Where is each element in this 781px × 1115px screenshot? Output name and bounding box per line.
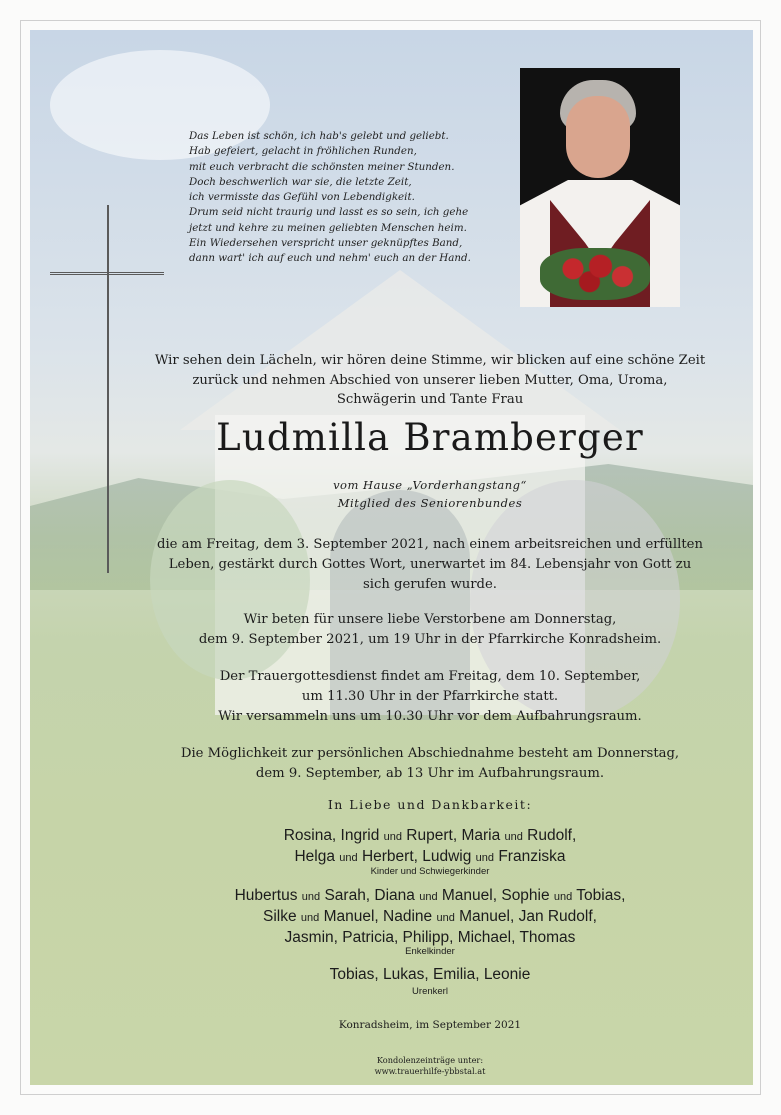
poem — [189, 129, 509, 267]
membership: Mitglied des Seniorenbundes — [337, 496, 523, 510]
farewell-line: dem 9. September, ab 13 Uhr im Aufbahrungsraum. — [255, 766, 605, 781]
grandchildren-line-3: Jasmin, Patricia, Philipp, Michael, Thomas — [284, 929, 576, 946]
poem-line: ich vermisste das Gefühl von Lebendigkeit. — [189, 191, 415, 204]
thanks-heading: In Liebe und Dankbarkeit: — [327, 797, 533, 812]
grandchildren-line-1: Hubertus und Sarah, Diana und Manuel, Sophie und Tobias, — [234, 887, 626, 904]
mass-notice — [130, 667, 730, 727]
poem-line: mit euch verbracht die schönsten meiner Stunden. — [189, 160, 455, 173]
poem-line: dann wart' ich auf euch und nehm' euch an der Hand. — [189, 252, 471, 265]
intro-line: zurück und nehmen Abschied von unserer lieben Mutter, Oma, Uroma, — [192, 372, 668, 388]
mass-line: Wir versammeln uns um 10.30 Uhr vor dem Aufbahrungsraum. — [218, 709, 642, 724]
prayer-notice — [130, 610, 730, 650]
grandchildren-line-2: Silke und Manuel, Nadine und Manuel, Jan Rudolf, — [263, 908, 597, 925]
deceased-name: Ludmilla Bramberger — [216, 416, 644, 459]
grandchildren-names — [130, 886, 730, 948]
grandchildren-relation: Enkelkinder — [405, 946, 455, 957]
death-line: die am Freitag, dem 3. September 2021, nach einem arbeitsreichen und erfüllten — [157, 537, 703, 552]
poem-line: Doch beschwerlich war sie, die letzte Zeit, — [189, 175, 412, 188]
intro-line: Wir sehen dein Lächeln, wir hören deine Stimme, wir blicken auf eine schöne Zeit — [154, 353, 706, 368]
place-date: Konradsheim, im September 2021 — [338, 1019, 522, 1031]
death-notice — [130, 535, 730, 595]
condolence-url[interactable]: www.trauerhilfe-ybbstal.at — [374, 1066, 486, 1076]
cross-icon-vertical — [107, 205, 109, 573]
farewell-line: Die Möglichkeit zur persönlichen Abschiednahme besteht am Donnerstag, — [180, 746, 680, 761]
poem-line: Das Leben ist schön, ich hab's gelebt und geliebt. — [189, 130, 449, 142]
death-line: Leben, gestärkt durch Gottes Wort, unerwartet im 84. Lebensjahr von Gott zu — [168, 557, 692, 572]
children-names — [130, 826, 730, 868]
children-line-1: Rosina, Ingrid und Rupert, Maria und Rudolf, — [283, 827, 577, 844]
great-grandchildren-relation: Urenkerl — [412, 986, 448, 997]
children-relation: Kinder und Schwiegerkinder — [370, 866, 490, 877]
intro-line: Schwägerin und Tante Frau — [336, 392, 524, 407]
prayer-line: Wir beten für unsere liebe Verstorbene am Donnerstag, — [243, 612, 617, 627]
house-name: vom Hause „Vorderhangstang“ — [333, 478, 527, 492]
poem-line: Drum seid nicht traurig und lasst es so sein, ich gehe — [189, 206, 469, 219]
prayer-line: dem 9. September 2021, um 19 Uhr in der Pfarrkirche Konradsheim. — [198, 632, 662, 647]
mass-line: Der Trauergottesdienst findet am Freitag, dem 10. September, — [219, 669, 641, 684]
condolence-label: Kondolenzeinträge unter: — [376, 1055, 484, 1065]
poem-line: Ein Wiedersehen verspricht unser geknüpftes Band, — [189, 237, 463, 250]
great-grandchildren-names: Tobias, Lukas, Emilia, Leonie — [329, 966, 531, 983]
poem-line: Hab gefeiert, gelacht in fröhlichen Runden, — [189, 145, 417, 158]
death-line: sich gerufen wurde. — [363, 577, 497, 592]
intro-text — [130, 351, 730, 410]
condolence-info — [130, 1055, 730, 1077]
portrait-photo — [520, 68, 680, 307]
children-line-2: Helga und Herbert, Ludwig und Franziska — [294, 848, 566, 865]
farewell-notice — [130, 744, 730, 784]
cross-icon-horizontal — [50, 272, 164, 275]
mass-line: um 11.30 Uhr in der Pfarrkirche statt. — [301, 689, 559, 704]
poem-line: jetzt und kehre zu meinen geliebten Menschen heim. — [189, 221, 467, 234]
